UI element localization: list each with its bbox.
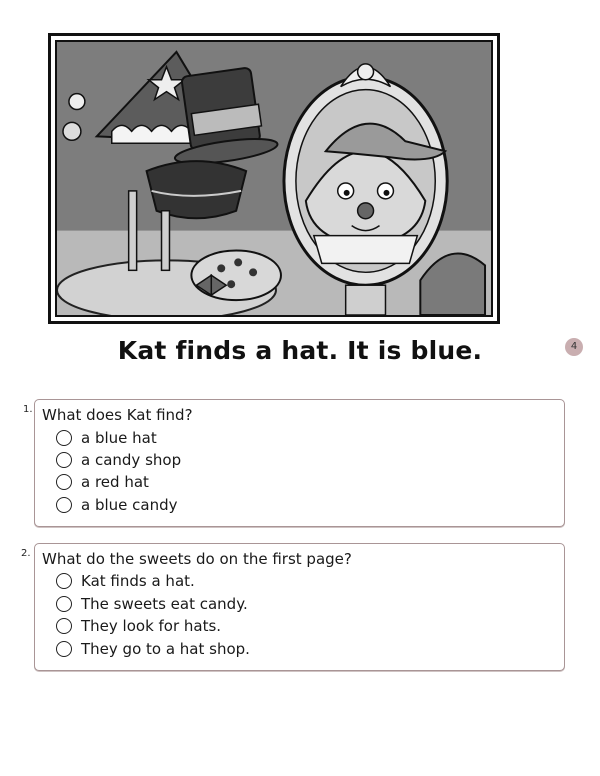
radio-button-icon[interactable] bbox=[56, 497, 72, 513]
choice-label: They go to a hat shop. bbox=[81, 640, 250, 658]
question-1-choice-3[interactable] bbox=[56, 472, 149, 492]
story-sentence: Kat finds a hat. It is blue. bbox=[117, 336, 483, 365]
question-1-number: 1. bbox=[23, 404, 33, 415]
choice-label: They look for hats. bbox=[81, 617, 222, 635]
question-2-number: 2. bbox=[21, 548, 31, 559]
question-2-choice-1[interactable] bbox=[56, 571, 195, 591]
hat-shop-illustration bbox=[57, 42, 491, 315]
question-2-choice-3[interactable] bbox=[56, 616, 221, 636]
story-illustration bbox=[55, 40, 493, 317]
choice-label: a red hat bbox=[81, 473, 149, 491]
radio-button-icon[interactable] bbox=[56, 430, 72, 446]
radio-button-icon[interactable] bbox=[56, 474, 72, 490]
question-2-choice-4[interactable] bbox=[56, 639, 250, 659]
radio-button-icon[interactable] bbox=[56, 596, 72, 612]
story-illustration-frame bbox=[48, 33, 500, 324]
choice-label: The sweets eat candy. bbox=[81, 595, 248, 613]
question-1-prompt: What does Kat find? bbox=[42, 406, 193, 424]
radio-button-icon[interactable] bbox=[56, 641, 72, 657]
question-2-prompt: What do the sweets do on the first page? bbox=[42, 550, 352, 568]
choice-label: Kat finds a hat. bbox=[81, 572, 195, 590]
question-1-choice-1[interactable] bbox=[56, 428, 157, 448]
question-2-box bbox=[34, 543, 565, 671]
page-number-badge: 4 bbox=[565, 338, 583, 356]
question-2-choice-2[interactable] bbox=[56, 594, 248, 614]
radio-button-icon[interactable] bbox=[56, 618, 72, 634]
question-1-choice-4[interactable] bbox=[56, 495, 178, 515]
radio-button-icon[interactable] bbox=[56, 573, 72, 589]
choice-label: a blue hat bbox=[81, 429, 157, 447]
question-1-box bbox=[34, 399, 565, 527]
choice-label: a candy shop bbox=[81, 451, 182, 469]
question-1-choice-2[interactable] bbox=[56, 450, 181, 470]
choice-label: a blue candy bbox=[81, 496, 178, 514]
radio-button-icon[interactable] bbox=[56, 452, 72, 468]
